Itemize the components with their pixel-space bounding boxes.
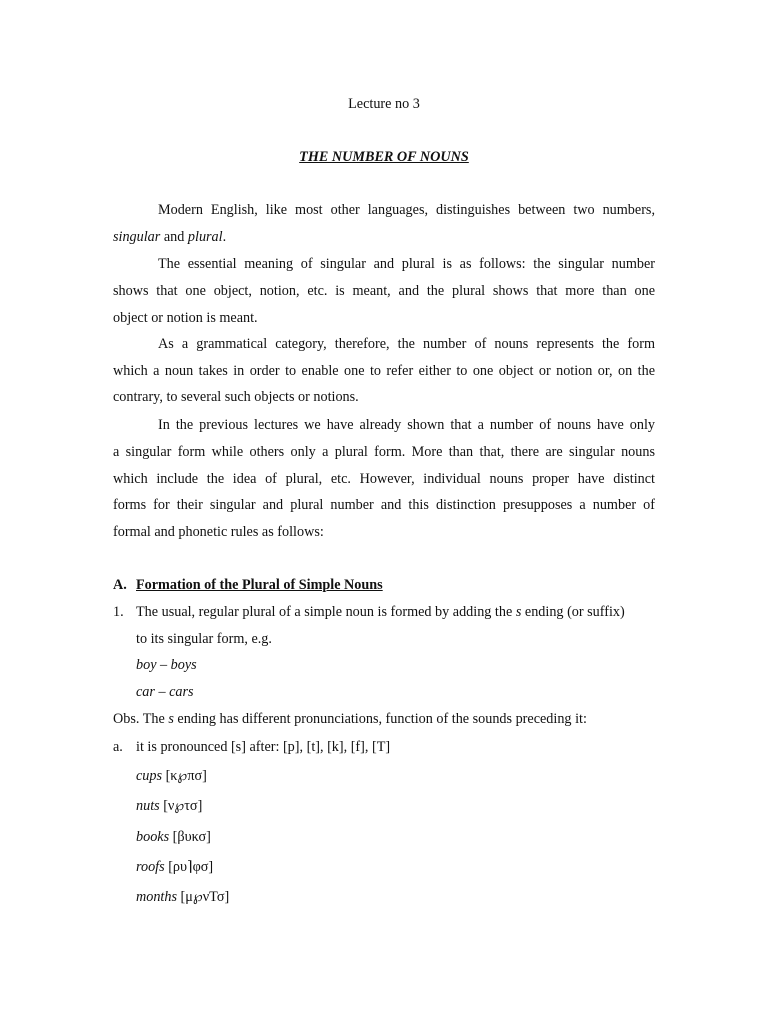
para4-line5: formal and phonetic rules as follows: <box>113 524 324 540</box>
phonetic-example: cups [κ℘πσ] <box>136 768 207 784</box>
word-singular: singular <box>113 229 161 245</box>
para3-line3: contrary, to several such objects or notions. <box>113 389 359 405</box>
obs-note: Obs. The s ending has different pronunciations, function of the sounds preceding it: <box>113 711 587 727</box>
phonetic-example: months [μ℘νΤσ] <box>136 889 230 905</box>
phonetic-example: nuts [ν℘τσ] <box>136 798 203 814</box>
para1-line2: singular and plural. <box>113 229 227 245</box>
para4-line4: forms for their singular and plural number and this distinction presupposes a number of <box>113 497 655 513</box>
para4-line2: a singular form while others only a plural form. More than that, there are singular nouns <box>113 444 655 460</box>
section-a-heading: A. Formation of the Plural of Simple Nouns <box>113 577 383 593</box>
item1-line1: 1. The usual, regular plural of a simple noun is formed by adding the s ending (or suffix) <box>113 604 625 620</box>
para2-line1: The essential meaning of singular and plural is as follows: the singular number <box>158 256 655 272</box>
para1-line1: Modern English, like most other languages, distinguishes between two numbers, <box>158 202 655 218</box>
para2-line2: shows that one object, notion, etc. is meant, and the plural shows that more than one <box>113 283 655 299</box>
para4-line3: which include the idea of plural, etc. However, individual nouns proper have distinct <box>113 471 655 487</box>
para4-line1: In the previous lectures we have already shown that a number of nouns have only <box>158 417 655 433</box>
example-item: boy – boys <box>136 657 197 673</box>
page-title: THE NUMBER OF NOUNS <box>299 149 469 165</box>
item-a: a. it is pronounced [s] after: [p], [t], [k], [f], [T] <box>113 739 391 755</box>
item1-line2: to its singular form, e.g. <box>136 631 272 647</box>
para3-line1: As a grammatical category, therefore, the number of nouns represents the form <box>158 336 655 352</box>
para2-line3: object or notion is meant. <box>113 310 258 326</box>
phonetic-example: roofs [ρυ⌉φσ] <box>136 859 214 875</box>
lecture-label: Lecture no 3 <box>348 96 420 112</box>
para3-line2: which a noun takes in order to enable one to refer either to one object or notion or, on the <box>113 363 655 379</box>
example-item: car – cars <box>136 684 194 700</box>
phonetic-example: books [βυκσ] <box>136 829 211 845</box>
word-plural: plural <box>187 229 223 245</box>
